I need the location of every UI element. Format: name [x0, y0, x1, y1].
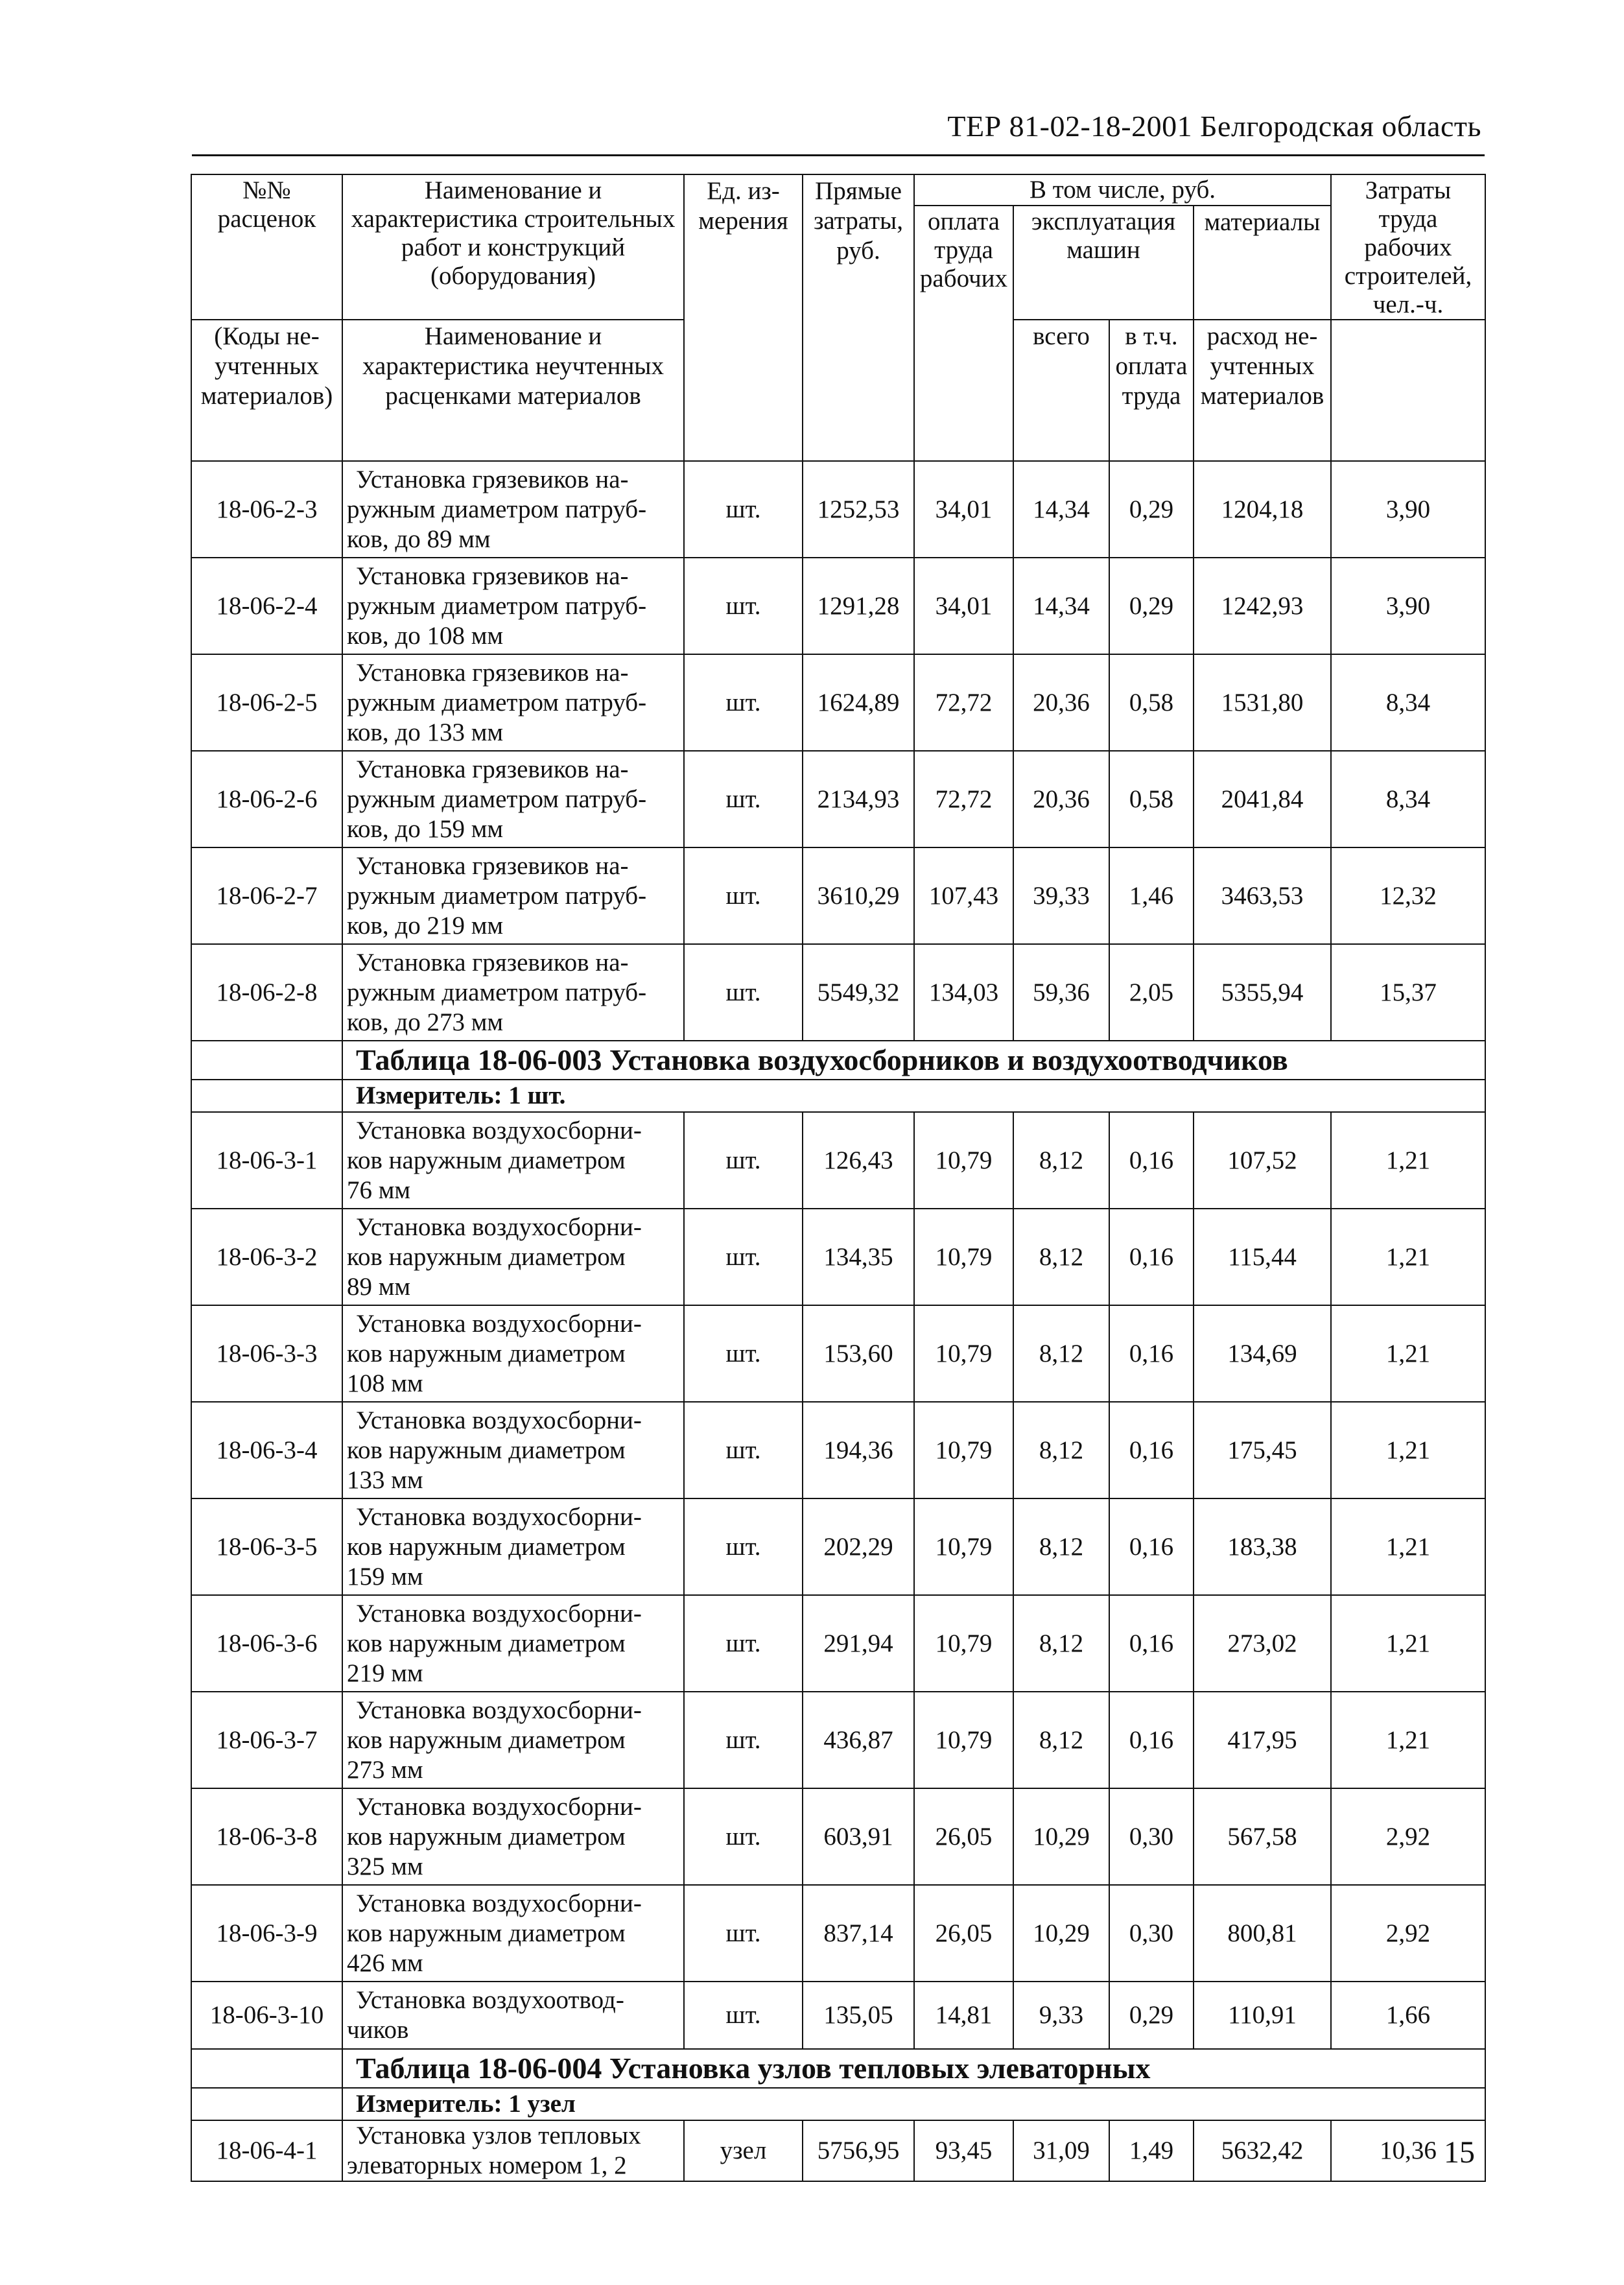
rate-code: 18-06-3-6 [191, 1595, 342, 1692]
header-machines: эксплуатация машин [1013, 206, 1194, 320]
direct-cost: 2134,93 [803, 751, 914, 847]
work-name [342, 1982, 684, 2049]
labor-pay: 10,79 [914, 1112, 1013, 1209]
machines-labor: 0,16 [1109, 1305, 1194, 1402]
machines-labor: 0,29 [1109, 558, 1194, 654]
work-name-line: Установка воздухосборни- [356, 1889, 642, 1917]
work-name-line: ков наружным диаметром [347, 1146, 626, 1174]
machines-labor: 0,16 [1109, 1692, 1194, 1788]
work-name [342, 1885, 684, 1982]
rate-code: 18-06-3-4 [191, 1402, 342, 1498]
labor-hours: 8,34 [1331, 654, 1485, 751]
work-name [342, 2120, 684, 2181]
direct-cost: 135,05 [803, 1982, 914, 2049]
work-name-line: Установка воздухосборни- [356, 1599, 642, 1628]
unit: шт. [684, 654, 803, 751]
work-name-line: ков наружным диаметром [347, 1436, 626, 1464]
direct-cost: 126,43 [803, 1112, 914, 1209]
header-machines-labor: в т.ч. оплата труда [1109, 320, 1194, 461]
work-name [342, 1692, 684, 1788]
work-name-line: ков наружным диаметром [347, 1532, 626, 1561]
table-row [191, 1498, 1485, 1595]
work-name-line: Установка грязевиков на- [356, 851, 629, 880]
machines-labor: 0,29 [1109, 1982, 1194, 2049]
direct-cost: 5756,95 [803, 2120, 914, 2181]
rate-code: 18-06-3-2 [191, 1209, 342, 1305]
work-name-line: Установка воздухосборни- [356, 1792, 642, 1821]
work-name [342, 558, 684, 654]
measure-row [191, 2088, 1485, 2120]
measure-unit: Измеритель: 1 узел [342, 2088, 1485, 2120]
work-name-line: ков, до 219 мм [347, 911, 504, 940]
work-name-line: Установка грязевиков на- [356, 465, 629, 493]
rate-code: 18-06-3-1 [191, 1112, 342, 1209]
blank-cell [191, 1041, 342, 1080]
work-name [342, 847, 684, 944]
labor-hours: 1,21 [1331, 1209, 1485, 1305]
table-body [191, 461, 1485, 2181]
labor-pay: 34,01 [914, 461, 1013, 558]
materials: 567,58 [1194, 1788, 1331, 1885]
work-name-line: 76 мм [347, 1176, 411, 1204]
work-name-line: ружным диаметром патруб- [347, 881, 647, 910]
work-name-line: ружным диаметром патруб- [347, 591, 647, 620]
work-name-line: Установка воздухосборни- [356, 1696, 642, 1724]
work-name-line: Установка воздухосборни- [356, 1406, 642, 1434]
table-row [191, 1402, 1485, 1498]
direct-cost: 153,60 [803, 1305, 914, 1402]
labor-pay: 26,05 [914, 1788, 1013, 1885]
blank-cell [191, 2088, 342, 2120]
header-code: №№ расценок [191, 174, 342, 320]
materials: 183,38 [1194, 1498, 1331, 1595]
machines-total: 8,12 [1013, 1402, 1109, 1498]
labor-pay: 34,01 [914, 558, 1013, 654]
rate-code: 18-06-3-7 [191, 1692, 342, 1788]
unit: шт. [684, 751, 803, 847]
work-name-line: 159 мм [347, 1562, 423, 1591]
work-name-line: ружным диаметром патруб- [347, 785, 647, 813]
direct-cost: 1252,53 [803, 461, 914, 558]
machines-labor: 0,16 [1109, 1112, 1194, 1209]
work-name-line: ков наружным диаметром [347, 1339, 626, 1367]
header-materials: материалы [1194, 206, 1331, 320]
machines-labor: 0,30 [1109, 1788, 1194, 1885]
machines-labor: 0,29 [1109, 461, 1194, 558]
work-name [342, 461, 684, 558]
rate-code: 18-06-2-3 [191, 461, 342, 558]
materials: 1204,18 [1194, 461, 1331, 558]
materials: 1531,80 [1194, 654, 1331, 751]
work-name [342, 1595, 684, 1692]
work-name-line: Установка грязевиков на- [356, 755, 629, 783]
table-row [191, 1788, 1485, 1885]
work-name-line: ков, до 273 мм [347, 1008, 504, 1036]
work-name-line: 133 мм [347, 1465, 423, 1494]
work-name-line: 426 мм [347, 1948, 423, 1977]
rate-code: 18-06-3-10 [191, 1982, 342, 2049]
work-name-line: 219 мм [347, 1659, 423, 1687]
labor-hours: 1,66 [1331, 1982, 1485, 2049]
machines-total: 9,33 [1013, 1982, 1109, 2049]
work-name [342, 1788, 684, 1885]
unit: шт. [684, 1788, 803, 1885]
work-name-line: ков наружным диаметром [347, 1242, 626, 1271]
table-row [191, 1595, 1485, 1692]
rate-code: 18-06-2-8 [191, 944, 342, 1041]
rate-code: 18-06-2-7 [191, 847, 342, 944]
work-name-line: ков наружным диаметром [347, 1725, 626, 1754]
machines-total: 20,36 [1013, 751, 1109, 847]
direct-cost: 202,29 [803, 1498, 914, 1595]
direct-cost: 194,36 [803, 1402, 914, 1498]
rate-code: 18-06-3-9 [191, 1885, 342, 1982]
work-name [342, 654, 684, 751]
work-name-line: Установка грязевиков на- [356, 658, 629, 687]
direct-cost: 837,14 [803, 1885, 914, 1982]
work-name-line: ружным диаметром патруб- [347, 978, 647, 1006]
header-rule [192, 154, 1485, 156]
machines-total: 10,29 [1013, 1788, 1109, 1885]
work-name [342, 1305, 684, 1402]
measure-unit: Измеритель: 1 шт. [342, 1080, 1485, 1112]
header-unit: Ед. из-мерения [684, 174, 803, 461]
direct-cost: 3610,29 [803, 847, 914, 944]
header-unaccounted: расход не-учтенных материалов [1194, 320, 1331, 461]
labor-pay: 107,43 [914, 847, 1013, 944]
unit: шт. [684, 1402, 803, 1498]
machines-labor: 1,46 [1109, 847, 1194, 944]
machines-labor: 0,58 [1109, 751, 1194, 847]
work-name-line: Установка воздухосборни- [356, 1502, 642, 1531]
direct-cost: 1624,89 [803, 654, 914, 751]
work-name-line: Установка узлов тепловых [356, 2122, 641, 2149]
work-name-line: 273 мм [347, 1755, 423, 1784]
unit: шт. [684, 461, 803, 558]
unit: шт. [684, 1209, 803, 1305]
machines-total: 20,36 [1013, 654, 1109, 751]
work-name-line: 89 мм [347, 1272, 411, 1301]
header-machines-total: всего [1013, 320, 1109, 461]
blank-cell [191, 1080, 342, 1112]
materials: 134,69 [1194, 1305, 1331, 1402]
work-name-line: ков наружным диаметром [347, 1822, 626, 1851]
machines-labor: 0,58 [1109, 654, 1194, 751]
work-name-line: ружным диаметром патруб- [347, 495, 647, 523]
table-row [191, 1885, 1485, 1982]
rates-table [191, 174, 1486, 2182]
rate-code: 18-06-2-5 [191, 654, 342, 751]
unit: шт. [684, 1885, 803, 1982]
labor-pay: 10,79 [914, 1305, 1013, 1402]
rate-code: 18-06-2-4 [191, 558, 342, 654]
work-name-line: ков, до 159 мм [347, 814, 504, 843]
work-name-line: Установка воздухосборни- [356, 1116, 642, 1144]
machines-labor: 0,16 [1109, 1498, 1194, 1595]
rate-code: 18-06-3-8 [191, 1788, 342, 1885]
measure-row [191, 1080, 1485, 1112]
machines-total: 39,33 [1013, 847, 1109, 944]
work-name [342, 1209, 684, 1305]
materials: 175,45 [1194, 1402, 1331, 1498]
work-name-line: ков, до 108 мм [347, 621, 504, 650]
machines-labor: 0,30 [1109, 1885, 1194, 1982]
direct-cost: 5549,32 [803, 944, 914, 1041]
labor-pay: 10,79 [914, 1498, 1013, 1595]
materials: 5632,42 [1194, 2120, 1331, 2181]
work-name-line: Установка грязевиков на- [356, 562, 629, 590]
labor-hours: 3,90 [1331, 461, 1485, 558]
work-name-line: Установка воздухоотвод- [356, 1986, 624, 2014]
labor-hours: 1,21 [1331, 1402, 1485, 1498]
table-title-row [191, 1041, 1485, 1080]
rate-code: 18-06-4-1 [191, 2120, 342, 2181]
labor-pay: 26,05 [914, 1885, 1013, 1982]
work-name-line: ружным диаметром патруб- [347, 688, 647, 716]
unit: шт. [684, 558, 803, 654]
header-code-alt: (Коды не-учтенных материалов) [191, 320, 342, 461]
direct-cost: 291,94 [803, 1595, 914, 1692]
table-title: Таблица 18-06-004 Установка узлов тепловых элеваторных [342, 2049, 1485, 2088]
unit: шт. [684, 847, 803, 944]
materials: 115,44 [1194, 1209, 1331, 1305]
direct-cost: 134,35 [803, 1209, 914, 1305]
labor-hours: 1,21 [1331, 1112, 1485, 1209]
materials: 107,52 [1194, 1112, 1331, 1209]
direct-cost: 1291,28 [803, 558, 914, 654]
work-name [342, 1112, 684, 1209]
materials: 1242,93 [1194, 558, 1331, 654]
labor-pay: 10,79 [914, 1209, 1013, 1305]
rate-code: 18-06-3-5 [191, 1498, 342, 1595]
machines-total: 8,12 [1013, 1305, 1109, 1402]
machines-labor: 2,05 [1109, 944, 1194, 1041]
labor-hours: 12,32 [1331, 847, 1485, 944]
unit: шт. [684, 1305, 803, 1402]
machines-total: 8,12 [1013, 1595, 1109, 1692]
machines-total: 8,12 [1013, 1112, 1109, 1209]
unit: шт. [684, 1595, 803, 1692]
table-title-row [191, 2049, 1485, 2088]
work-name-line: ков наружным диаметром [347, 1629, 626, 1657]
table-row [191, 1209, 1485, 1305]
machines-total: 8,12 [1013, 1498, 1109, 1595]
table-row [191, 1982, 1485, 2049]
rate-code: 18-06-3-3 [191, 1305, 342, 1402]
machines-total: 31,09 [1013, 2120, 1109, 2181]
labor-hours: 1,21 [1331, 1692, 1485, 1788]
materials: 110,91 [1194, 1982, 1331, 2049]
work-name-line: Установка грязевиков на- [356, 948, 629, 977]
table-row [191, 461, 1485, 558]
work-name-line: ков, до 133 мм [347, 718, 504, 746]
work-name-line: Установка воздухосборни- [356, 1213, 642, 1241]
machines-total: 10,29 [1013, 1885, 1109, 1982]
rate-code: 18-06-2-6 [191, 751, 342, 847]
table-row [191, 1112, 1485, 1209]
materials: 800,81 [1194, 1885, 1331, 1982]
labor-hours: 8,34 [1331, 751, 1485, 847]
header-name: Наименование и характеристика строительных работ и конструкций (оборудования) [342, 174, 684, 320]
labor-pay: 14,81 [914, 1982, 1013, 2049]
unit: шт. [684, 1112, 803, 1209]
table-row [191, 847, 1485, 944]
machines-total: 59,36 [1013, 944, 1109, 1041]
labor-pay: 10,79 [914, 1692, 1013, 1788]
table-header [191, 174, 1485, 461]
work-name-line: 108 мм [347, 1369, 423, 1397]
work-name-line: ков наружным диаметром [347, 1919, 626, 1947]
materials: 5355,94 [1194, 944, 1331, 1041]
labor-hours: 1,21 [1331, 1595, 1485, 1692]
labor-hours: 2,92 [1331, 1788, 1485, 1885]
unit: шт. [684, 1692, 803, 1788]
document-header: ТЕР 81-02-18-2001 Белгородская область [947, 110, 1481, 143]
labor-hours: 1,21 [1331, 1305, 1485, 1402]
table-row [191, 1692, 1485, 1788]
direct-cost: 603,91 [803, 1788, 914, 1885]
machines-total: 8,12 [1013, 1692, 1109, 1788]
work-name-line: 325 мм [347, 1852, 423, 1880]
page-number: 15 [1444, 2135, 1475, 2170]
direct-cost: 436,87 [803, 1692, 914, 1788]
table-row [191, 2120, 1485, 2181]
header-labor-pay: оплата труда рабочих [914, 206, 1013, 461]
labor-hours: 15,37 [1331, 944, 1485, 1041]
labor-hours: 2,92 [1331, 1885, 1485, 1982]
header-labor-cost: Затраты труда рабочих строителей, чел.-ч. [1331, 174, 1485, 320]
labor-pay: 93,45 [914, 2120, 1013, 2181]
table-row [191, 654, 1485, 751]
materials: 2041,84 [1194, 751, 1331, 847]
work-name [342, 751, 684, 847]
labor-pay: 72,72 [914, 751, 1013, 847]
machines-labor: 0,16 [1109, 1595, 1194, 1692]
unit: шт. [684, 944, 803, 1041]
unit: шт. [684, 1982, 803, 2049]
machines-total: 14,34 [1013, 461, 1109, 558]
machines-labor: 1,49 [1109, 2120, 1194, 2181]
table-title: Таблица 18-06-003 Установка воздухосборников и воздухоотводчиков [342, 1041, 1485, 1080]
materials: 273,02 [1194, 1595, 1331, 1692]
work-name [342, 944, 684, 1041]
unit: узел [684, 2120, 803, 2181]
labor-hours: 1,21 [1331, 1498, 1485, 1595]
unit: шт. [684, 1498, 803, 1595]
work-name-line: Установка воздухосборни- [356, 1309, 642, 1338]
table-row [191, 751, 1485, 847]
work-name [342, 1498, 684, 1595]
labor-hours: 10,36 [1331, 2120, 1485, 2181]
machines-total: 8,12 [1013, 1209, 1109, 1305]
work-name [342, 1402, 684, 1498]
header-direct: Прямые затраты, руб. [803, 174, 914, 461]
labor-pay: 10,79 [914, 1595, 1013, 1692]
header-including: В том числе, руб. [914, 174, 1331, 206]
work-name-line: ков, до 89 мм [347, 525, 491, 553]
table-row [191, 944, 1485, 1041]
materials: 417,95 [1194, 1692, 1331, 1788]
machines-labor: 0,16 [1109, 1209, 1194, 1305]
table-row [191, 558, 1485, 654]
header-blank [1331, 320, 1485, 461]
labor-hours: 3,90 [1331, 558, 1485, 654]
labor-pay: 10,79 [914, 1402, 1013, 1498]
materials: 3463,53 [1194, 847, 1331, 944]
labor-pay: 134,03 [914, 944, 1013, 1041]
table-row [191, 1305, 1485, 1402]
machines-labor: 0,16 [1109, 1402, 1194, 1498]
work-name-line: чиков [347, 2016, 409, 2044]
labor-pay: 72,72 [914, 654, 1013, 751]
blank-cell [191, 2049, 342, 2088]
machines-total: 14,34 [1013, 558, 1109, 654]
work-name-line: элеваторных номером 1, 2 [347, 2151, 627, 2179]
header-name-alt: Наименование и характеристика неучтенных расценками материалов [342, 320, 684, 461]
